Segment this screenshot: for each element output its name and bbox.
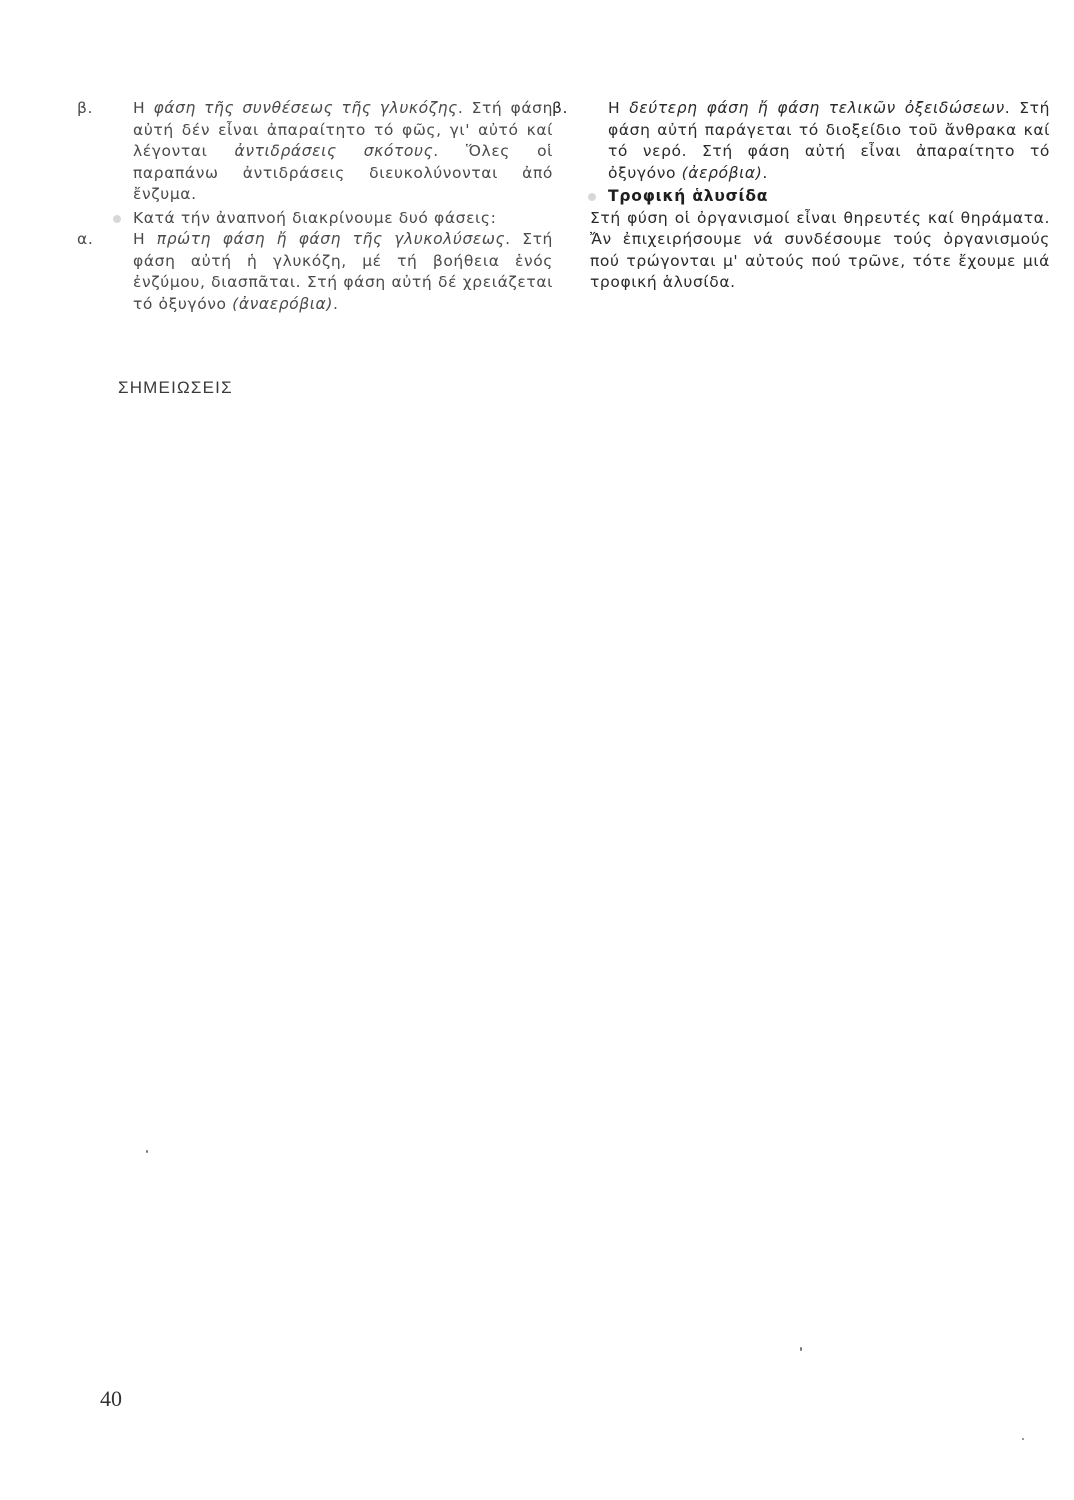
right-column [552, 98, 1050, 294]
item-title-prefix: Η [133, 230, 157, 248]
item-text-end: . Ὅλες οἱ παραπάνω ἀντιδράσεις διευκολύνονται ἀπό ἔνζυμα. [133, 142, 553, 203]
food-chain-paragraph [580, 208, 1050, 294]
food-chain-text: Στή φύση οἱ ὀργανισμοί εἶναι θηρευτές καί θηράματα. Ἄν ἐπιχειρήσουμε νά συνδέσουμε τούς ὀργανισμούς πού τρώγονται μ' αὐτούς πού τρῶνε, τότε ἔχουμε μιά τροφική ἁλυσίδα. [590, 208, 1050, 291]
respiration-intro-text: Κατά τήν ἀναπνοή διακρίνουμε δυό φάσεις: [133, 208, 497, 227]
item-label: β. [77, 99, 94, 117]
item-title: δεύτερη φάση ἤ φάση τελικῶν ὀξειδώσεων [629, 99, 1005, 117]
item-title-prefix: Η [133, 99, 154, 117]
item-title: φάση τῆς συνθέσεως τῆς γλυκόζης [153, 99, 458, 117]
scan-speck [1022, 1438, 1024, 1440]
item-italic-term: (ἀναερόβια) [232, 294, 334, 313]
item-label: α. [77, 230, 94, 248]
food-chain-heading: Τροφική ἁλυσίδα [608, 187, 769, 205]
item-title: πρώτη φάση ἤ φάση τῆς γλυκολύσεως [156, 230, 506, 248]
synthesis-phase-paragraph [77, 98, 553, 206]
item-text-end: . [762, 163, 768, 182]
page-number: 40 [100, 1386, 122, 1411]
glycolysis-phase-paragraph [77, 229, 553, 315]
left-column [77, 98, 553, 315]
item-title-prefix: Η [608, 99, 630, 117]
bullet-icon [113, 215, 121, 223]
item-text: Στή φάση αὐτή παράγεται τό διοξείδιο τοῦ ἄνθρακα καί τό νερό. Στή φάση αὐτή εἶναι ἀπαραίτητο τό ὀξυγόνο [608, 99, 1050, 182]
item-text-end: . [333, 294, 339, 313]
food-chain-heading-line [580, 186, 1050, 208]
item-label: β. [552, 99, 569, 117]
item-italic-term: (ἀερόβια) [681, 163, 763, 182]
scan-speck [146, 1150, 148, 1153]
item-title-end: . [1004, 99, 1011, 117]
item-text: Στή φάση αὐτή ἡ γλυκόζη, μέ τή βοήθεια ἑνός ἐνζύμου, διασπᾶται. Στή φάση αὐτή δέ χρειάζεται τό ὀξυγόνο [133, 230, 553, 313]
item-italic-term: ἀντιδράσεις σκότους [234, 142, 434, 160]
oxidation-phase-paragraph [552, 98, 1050, 184]
scan-speck [800, 1347, 802, 1351]
bullet-icon [588, 193, 596, 201]
item-text: Στή φάση αὐτή δέν εἶναι ἀπαραίτητο τό φῶς, γι' αὐτό καί λέγονται [133, 99, 553, 160]
item-title-end: . [457, 99, 464, 117]
respiration-intro-paragraph [105, 208, 553, 230]
notes-label: ΣΗΜΕΙΩΣΕΙΣ [118, 378, 233, 397]
item-title-end: . [505, 230, 511, 248]
